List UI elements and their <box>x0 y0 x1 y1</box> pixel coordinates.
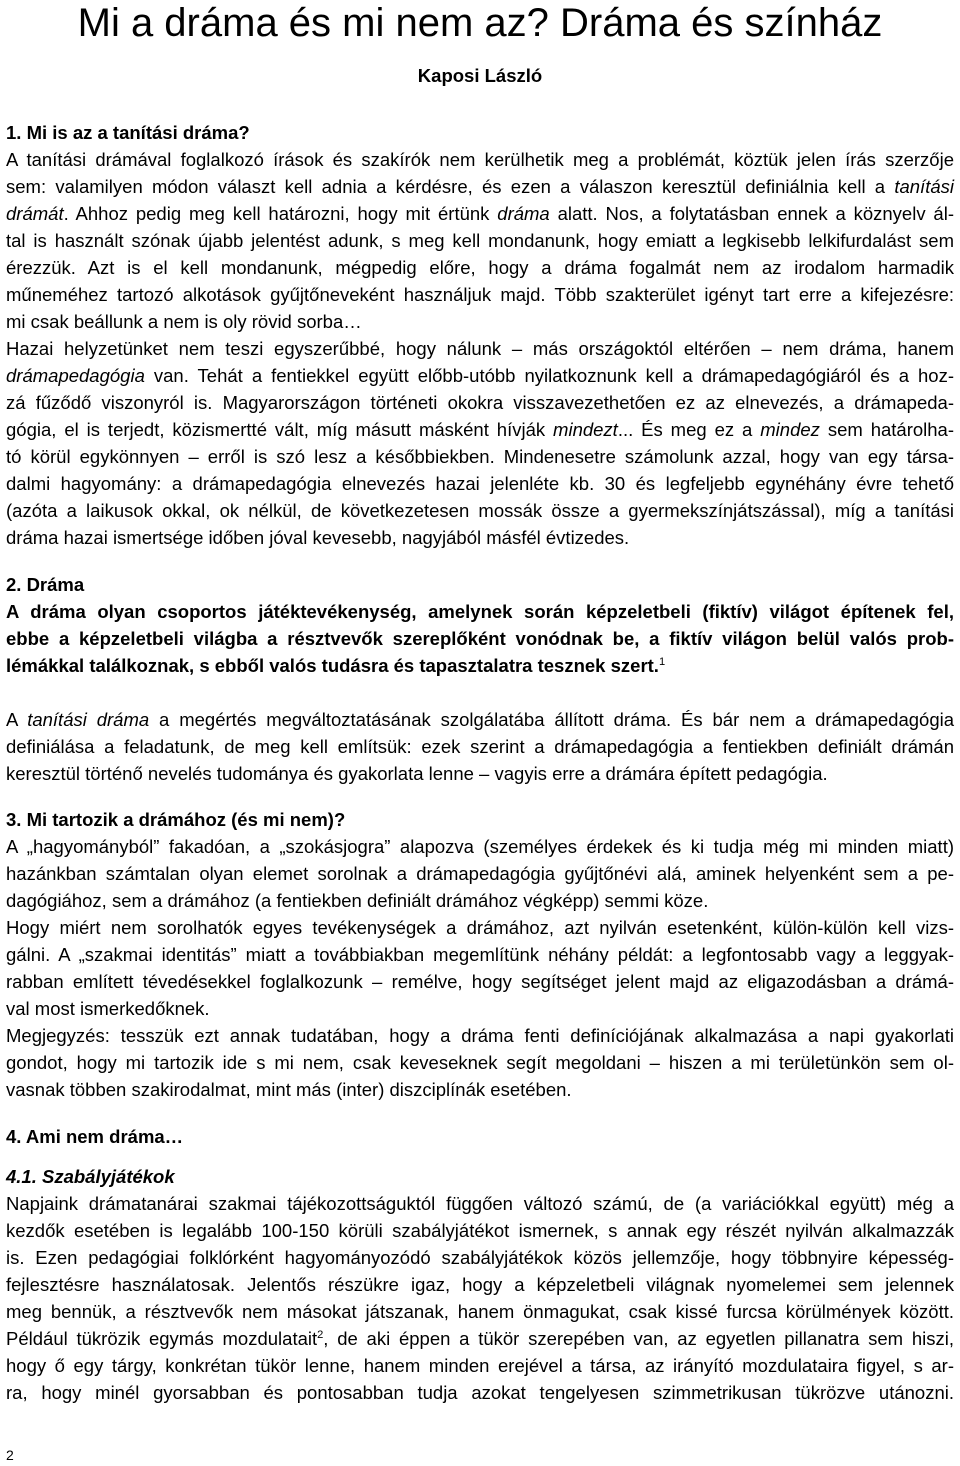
text-line <box>6 1022 954 1049</box>
text-line <box>6 706 954 733</box>
text-segment: érezzük. Azt is el kell mondanunk, mégpedig előre, hogy a dráma fogalmát nem az irodalom harmadik <box>6 257 954 278</box>
text-line <box>6 833 954 860</box>
text-line <box>6 470 954 497</box>
text-segment: val most ismerkedőknek. <box>6 998 210 1019</box>
text-line <box>6 254 954 281</box>
italic-text: mindezt <box>553 419 618 440</box>
text-line <box>6 362 954 389</box>
text-segment: (azóta a laikusok okkal, ok nélkül, de következetesen mossák össze a gyermekszínjátszással), míg a tanítási <box>6 500 954 521</box>
text-segment: ra, hogy minél gyorsabban és pontosabban tudja azokat tengelyesen szimmetrikusan tükrözve utánozni. <box>6 1381 954 1403</box>
text-segment: mi csak beállunk a nem is oly rövid sorba… <box>6 311 362 332</box>
text-line <box>6 416 954 443</box>
text-segment: kezdők esetében is legalább 100-150 körüli szabályjátékot ismernek, s annak egy részét nyilván alkalmazzák <box>6 1219 954 1241</box>
text-segment: definiálása a feladatunk, de meg kell említsük: ezek szerint a drámapedagógia a fentiekben definiált drámán <box>6 735 954 757</box>
text-line <box>6 1076 954 1103</box>
text-line <box>6 335 954 362</box>
section-heading: 2. Dráma <box>6 573 85 595</box>
text-segment: műneméhez tartozó alkotások gyűjtőneveként használjuk majd. Több szakterület igényt tart erre a kifejezésre: <box>6 284 954 305</box>
text-line <box>6 625 954 652</box>
italic-text: dráma <box>497 203 550 224</box>
text-line <box>6 524 954 551</box>
section-heading: 4. Ami nem dráma… <box>6 1125 184 1147</box>
text-segment: A dráma olyan csoportos játéktevékenység, amelynek során képzeletbeli (fiktív) világot építenek fel, <box>6 600 954 622</box>
text-segment: Például tükrözik egymás mozdulatait <box>6 1327 318 1349</box>
text-segment: Megjegyzés: tesszük ezt annak tudatában, hogy a dráma fenti definíciójának alkalmazása a napi gyakorlati <box>6 1025 954 1046</box>
italic-text: mindez <box>760 419 820 440</box>
text-line <box>6 1298 954 1325</box>
text-line <box>6 995 954 1022</box>
footnote-marker: 1 <box>658 656 666 669</box>
text-line <box>6 598 954 625</box>
text-segment: rabban említett tévedésekkel foglalkozunk – remélve, hogy segítséget jelent majd az eligazodásban a drámá- <box>6 971 954 992</box>
text-segment: ... És meg ez a <box>617 419 761 440</box>
text-segment: dagógiához, sem a drámához (a fentiekben definiált drámához végképp) semmi köze. <box>6 890 709 911</box>
paragraph <box>6 335 954 551</box>
text-segment: A tanítási drámával foglalkozó írások és szakírók nem kerülhetik meg a problémát, köztük jelen írás szerzője <box>6 149 954 170</box>
footnote-marker: 2 <box>317 1329 324 1342</box>
text-segment: fejlesztésre használatosak. Jelentős részükre igaz, hogy a képzeletbeli világnak nyomelemei sem jelennek <box>6 1273 954 1295</box>
text-line <box>6 389 954 416</box>
text-line <box>6 1352 954 1379</box>
text-line <box>6 308 954 335</box>
text-segment: tó körül egykönnyen – erről is szó lesz a későbbiekben. Mindenesetre számolunk azzal, hogy van egy társa- <box>6 446 954 467</box>
text-segment: keresztül történő nevelés tudománya és gyakorlata lenne – vagyis erre a drámára épített pedagógia. <box>6 762 828 784</box>
text-line <box>6 860 954 887</box>
paragraph <box>6 914 954 1022</box>
paragraph <box>6 1022 954 1103</box>
text-segment: hogy ő egy tárgy, konkrétan tükör lenne, hanem minden erejével a társa, az irányító mozdulataira figyel, s ar- <box>6 1354 954 1376</box>
text-line <box>6 1271 954 1298</box>
text-segment: A <box>6 708 28 730</box>
text-segment: gógia, el is terjedt, közismertté vált, míg másutt másként hívják <box>6 419 554 440</box>
text-segment: Hazai helyzetünket nem teszi egyszerűbbé, hogy nálunk – más országoktól eltérően – nem dráma, hanem <box>6 338 954 359</box>
text-line <box>6 914 954 941</box>
text-segment: , de aki éppen a tükör szerepében van, az egyetlen pillanatra sem hiszi, <box>323 1327 954 1349</box>
text-segment: dráma hazai ismertsége időben jóval kevesebb, nagyjából másfél évtizedes. <box>6 527 630 548</box>
text-line <box>6 760 954 787</box>
text-line <box>6 1217 954 1244</box>
text-segment: gálni. A „szakmai identitás” miatt a továbbiakban megemlítünk néhány példát: a legfontosabb vagy a leggyak- <box>6 944 954 965</box>
document-title: Mi a dráma és mi nem az? Dráma és színház <box>77 1 883 45</box>
italic-text: tanítási dráma <box>27 708 150 730</box>
author-name: Kaposi László <box>417 65 543 86</box>
text-line <box>6 443 954 470</box>
text-line <box>6 1049 954 1076</box>
text-line <box>6 227 954 254</box>
text-line <box>6 1244 954 1271</box>
text-segment: a megértés megváltoztatásának szolgálatába állított dráma. És bár nem a drámapedagógia <box>149 708 955 730</box>
paragraph <box>6 706 954 787</box>
paragraph <box>6 833 954 914</box>
text-segment: Hogy miért nem sorolhatók egyes tevékenységek a drámához, azt nyilván esetenként, külön-külön kell vizs- <box>6 917 954 938</box>
text-line <box>6 146 954 173</box>
text-segment: zá fűződő viszonyról is. Magyarországon történeti okokra visszavezethetően ez az elnevezés, a drámapeda- <box>6 392 954 413</box>
text-segment: van. Tehát a fentiekkel együtt előbb-utóbb nyilatkoznunk kell a drámapedagógiáról és a hoz- <box>144 365 954 386</box>
text-line <box>6 200 954 227</box>
text-line <box>6 733 954 760</box>
text-line <box>6 173 954 200</box>
text-segment: ebbe a képzeletbeli világba a résztvevők szereplőként vonódnak be, a fiktív világon belül valós prob- <box>6 627 954 649</box>
text-segment: sem: valamilyen módon választ kell adnia a kérdésre, és ezen a válaszon keresztül definiálnia kell a <box>6 176 895 197</box>
text-line <box>6 941 954 968</box>
text-segment: is. Ezen pedagógiai folklórként hagyományozódó szabályjátékok közös jellemzője, hogy többnyire képesség- <box>6 1246 954 1268</box>
text-segment: lémákkal találkoznak, s ebből valós tudásra és tapasztalatra tesznek szert. <box>6 654 659 676</box>
document-body <box>6 119 954 1406</box>
text-line <box>6 1325 954 1352</box>
text-segment: dalmi hagyomány: a drámapedagógia elnevezés hazai jelenléte kb. 30 és legfeljebb egynéhány évre tehető <box>6 473 954 494</box>
text-line <box>6 281 954 308</box>
text-segment: A „hagyományból” fakadóan, a „szokásjogra” alapozva (személyes érdekek és ki tudja még mi minden miatt) <box>6 836 954 857</box>
text-segment: sem határolha- <box>819 419 955 440</box>
section-heading: 1. Mi is az a tanítási dráma? <box>6 122 250 143</box>
text-segment: tal is használt szónak újabb jelentést adunk, s meg kell mondanunk, hogy emiatt a legkisebb lelkifurdalást sem <box>6 230 954 251</box>
page-number: 2 <box>6 1447 14 1463</box>
text-line <box>6 497 954 524</box>
text-segment: Napjaink drámatanárai szakmai tájékozottságuktól függően változó számú, de (a variációkkal együtt) még a <box>6 1192 954 1214</box>
italic-text: drámapedagógia <box>6 365 145 386</box>
text-segment: meg bennük, a résztvevők nem másokat játszanak, hanem önmagukat, csak kissé furcsa körülmények között. <box>6 1300 954 1322</box>
text-segment: alatt. Nos, a folytatásban ennek a köznyelv ál- <box>549 203 954 224</box>
definition-paragraph <box>6 598 954 679</box>
text-segment: gondot, hogy mi tartozik ide s mi nem, csak keveseknek segít megoldani – hiszen a mi területünkön sem ol- <box>6 1052 954 1073</box>
paragraph <box>6 1190 954 1406</box>
text-line <box>6 1190 954 1217</box>
text-segment: vasnak többen szakirodalmat, mint más (inter) diszciplínák esetében. <box>6 1079 572 1100</box>
section-heading: 3. Mi tartozik a drámához (és mi nem)? <box>6 809 346 830</box>
text-line <box>6 968 954 995</box>
italic-text: drámát <box>6 203 64 224</box>
text-line <box>6 887 954 914</box>
subsection-heading: 4.1. Szabályjátékok <box>6 1165 175 1187</box>
text-segment: . Ahhoz pedig meg kell határozni, hogy mit értünk <box>63 203 498 224</box>
paragraph <box>6 146 954 335</box>
italic-text: tanítási <box>894 176 954 197</box>
text-line <box>6 652 954 679</box>
text-line <box>6 1379 954 1406</box>
text-segment: hazánkban számtalan olyan elemet sorolnak a drámapedagógia gyűjtőnévi alá, aminek helyenként sem a pe- <box>6 863 954 884</box>
